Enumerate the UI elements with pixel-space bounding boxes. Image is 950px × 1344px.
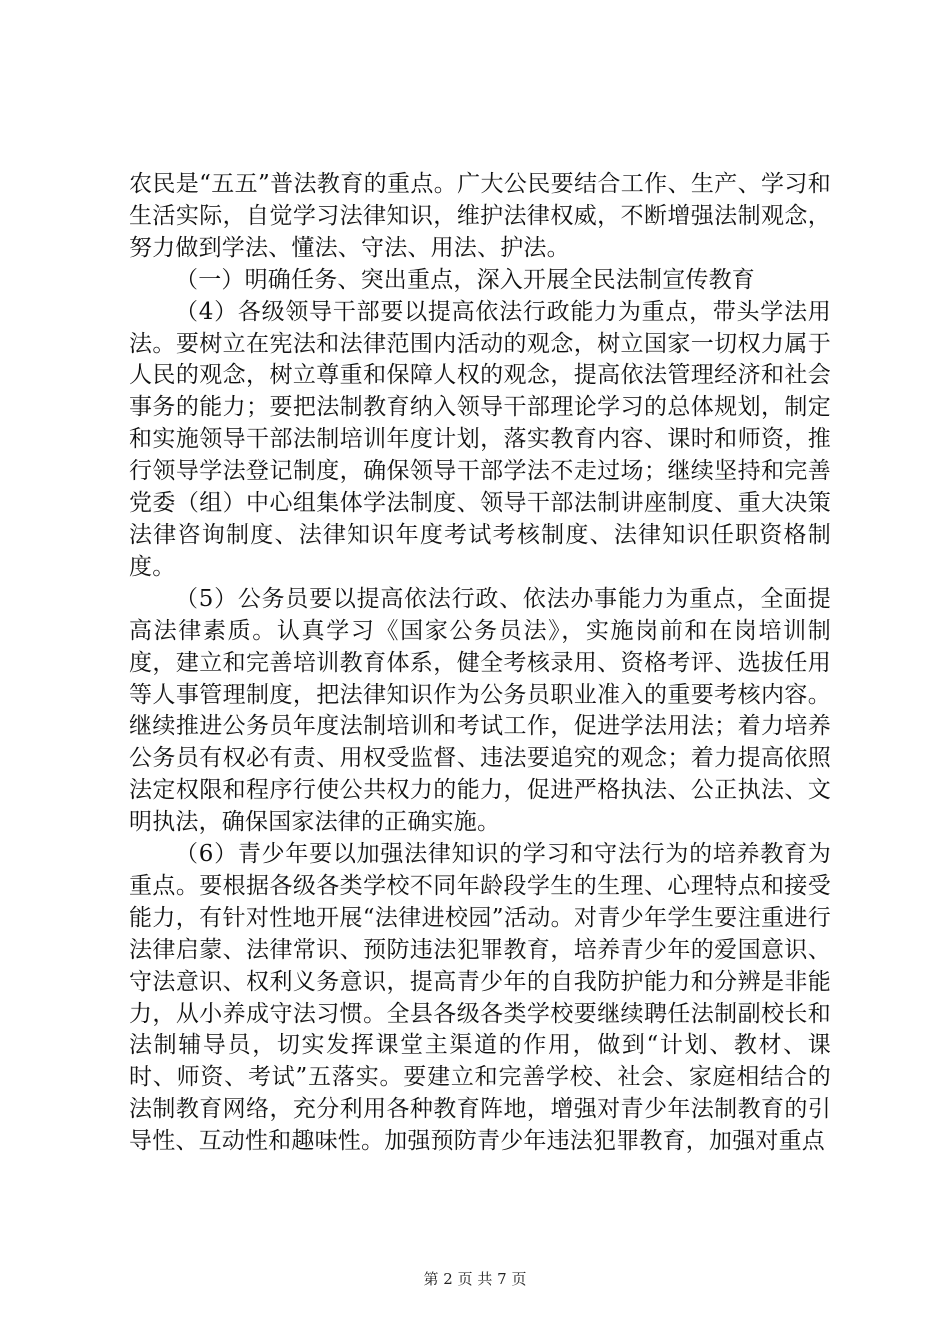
section-heading: （一）明确任务、突出重点，深入开展全民法制宣传教育 xyxy=(175,266,755,293)
page-number-footer: 第 2 页 共 7 页 xyxy=(423,1270,527,1288)
paragraph-6: （6）青少年要以加强法律知识的学习和守法行为的培养教育为重点。要根据各级各类学校不同年龄段学生的生理、心理特点和接受能力，有针对性地开展“法律进校园”活动。对青少年学生要注重进行法律启蒙、法律常识、预防违法犯罪教育，培养青少年的爱国意识、守法意识、权利义务意识，提高青少年的自我防护能力和分辨是非能力，从小养成守法习惯。全县各级各类学校要继续聘任法制副校长和法制辅导员，切实发挥课堂主渠道的作用，做到“计划、教材、课时、师资、考试”五落实。要建立和完善学校、社会、家庭相结合的法制教育网络，充分利用各种教育阵地，增强对青少年法制教育的引导性、互动性和趣味性。加强预防青少年违法犯罪教育，加强对重点 xyxy=(129,841,831,1155)
paragraph-5: （5）公务员要以提高依法行政、依法办事能力为重点，全面提高法律素质。认真学习《国家公务员法》，实施岗前和在岗培训制度，建立和完善培训教育体系，健全考核录用、资格考评、选拔任用等人事管理制度，把法律知识作为公务员职业准入的重要考核内容。继续推进公务员年度法制培训和考试工作，促进学法用法；着力培养公务员有权必有责、用权受监督、违法要追究的观念；着力提高依照法定权限和程序行使公共权力的能力，促进严格执法、公正执法、文明执法，确保国家法律的正确实施。 xyxy=(129,585,831,836)
document-body xyxy=(129,169,831,1158)
paragraph-continuation: 农民是“五五”普法教育的重点。广大公民要结合工作、生产、学习和生活实际，自觉学习法律知识，维护法律权威，不断增强法制观念，努力做到学法、懂法、守法、用法、护法。 xyxy=(129,171,831,261)
paragraph-4: （4）各级领导干部要以提高依法行政能力为重点，带头学法用法。要树立在宪法和法律范围内活动的观念，树立国家一切权力属于人民的观念，树立尊重和保障人权的观念，提高依法管理经济和社会事务的能力；要把法制教育纳入领导干部理论学习的总体规划，制定和实施领导干部法制培训年度计划，落实教育内容、课时和师资，推行领导学法登记制度，确保领导干部学法不走过场；继续坚持和完善党委（组）中心组集体学法制度、领导干部法制讲座制度、重大决策法律咨询制度、法律知识年度考试考核制度、法律知识任职资格制度。 xyxy=(129,298,831,580)
